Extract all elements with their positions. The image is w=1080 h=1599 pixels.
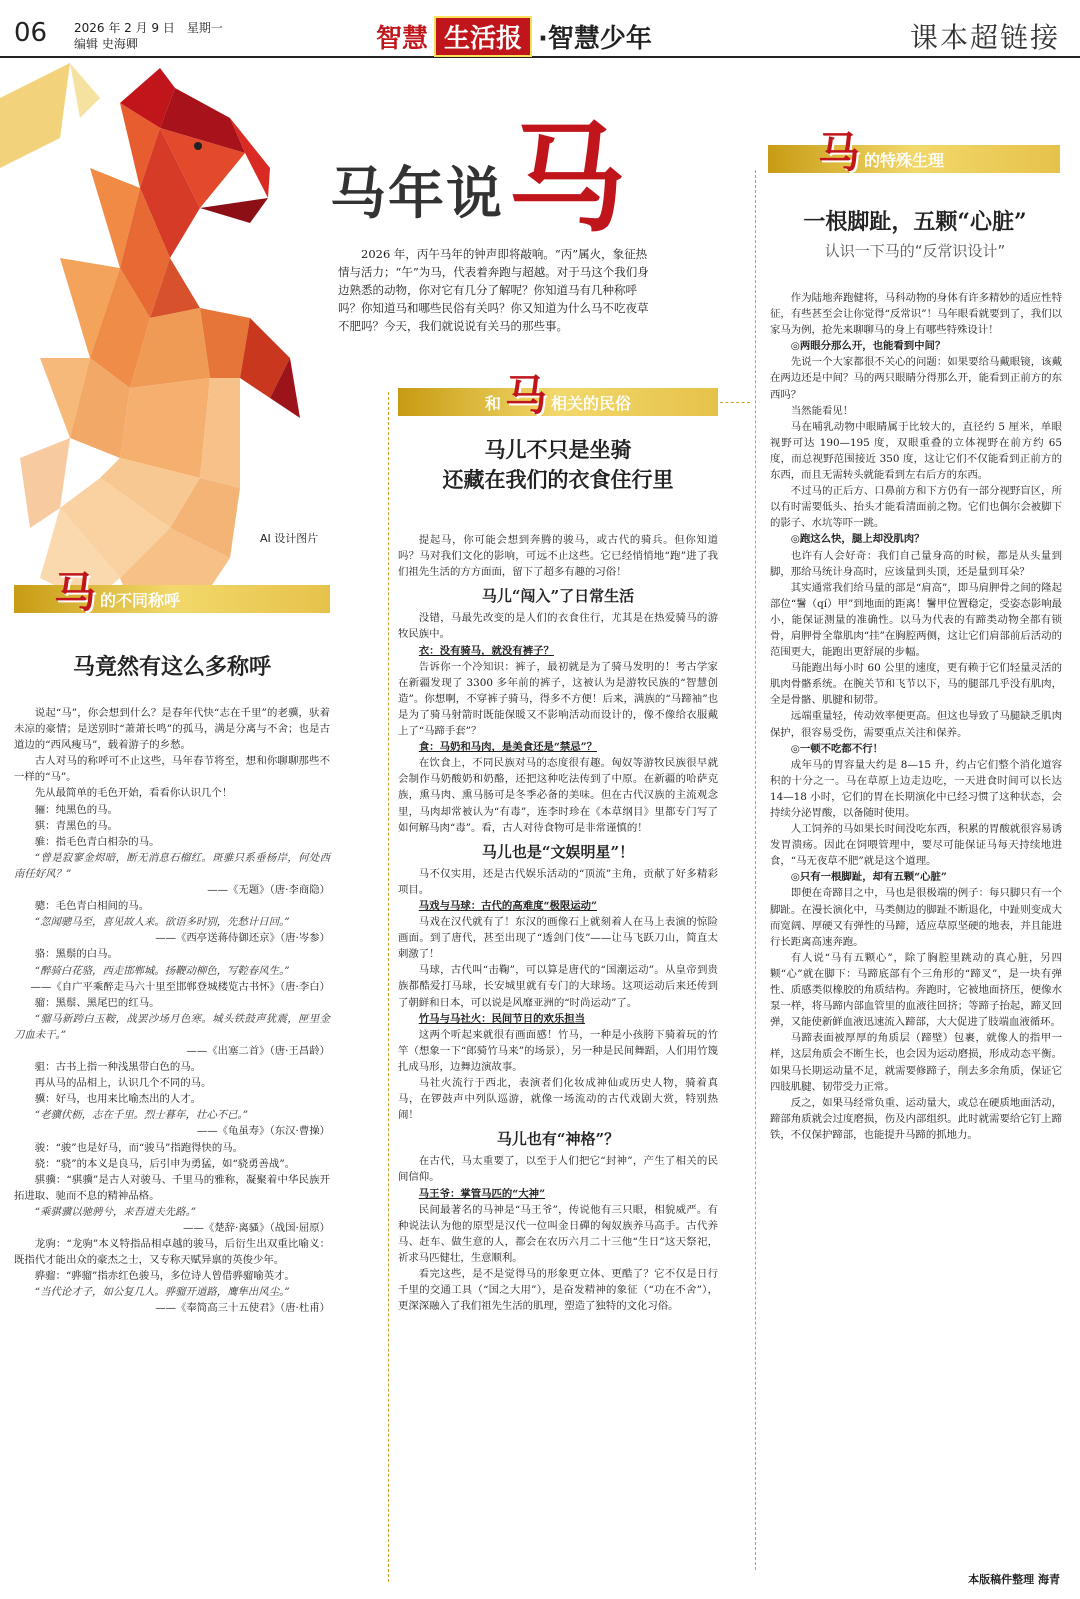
footer-credit: 本版稿件整理 海青 [968,1573,1060,1586]
paragraph: 不过马的正后方、口鼻前方和下方仍有一部分视野盲区，所以有时需要低头、抬头才能看清面前之物。它们也偶尔会被脚下的影子、水坑等吓一跳。 [770,485,1062,530]
paragraph: 马蹄表面被厚厚的角质层（蹄壁）包裹，就像人的指甲一样，这层角质会不断生长，也会因为运动磨损，形成动态平衡。如果马长期运动量不足，就需要修蹄子，削去多余角质，保证它四肢肌腱、韧带受力正常。 [770,1032,1062,1093]
paragraph: 在饮食上，不同民族对马的态度很有趣。匈奴等游牧民族很早就会制作马奶酸奶和奶酪，还把这种吃法传到了中原。在新疆的哈萨克族，熏马肉、熏马肠可是冬季必备的美味。但在古代汉族的主流观念里，马肉却常被认为“有毒”，连李时珍在《本草纲目》里都专门写了如何解马肉“毒”。看，古人对待食物可是非常谨慎的！ [398,757,718,834]
main-title [330,109,627,248]
paragraph: 有人说“马有五颗心”，除了胸腔里跳动的真心脏，另四颗“心”就在脚下：马蹄底部有个三角形的“蹄叉”，是一块有弹性、质感类似橡胶的角质结构。奔跑时，它被地面挤压，便像水泵一样，将马蹄内部血管里的血液往回挤；等蹄子抬起，蹄叉回弹，又能使新鲜血液迅速流入蹄部，大大促进了肢端血液循环。 [770,951,1062,1029]
article-names-body [14,705,330,1317]
poem-quote: “忽闻骢马至，喜见故人来。欲语多时别，先愁计日回。” [34,916,290,929]
horse-mane [0,63,70,168]
horse-eye [194,142,202,150]
question-heading: ◎一顿不吃都不行！ [790,742,883,755]
question-heading: ◎两眼分那么开，也能看到中间？ [790,340,946,353]
page-header [0,0,1080,58]
paragraph: 马社火流行于西北，表演者们化妆成神仙或历史人物，骑着真马，在锣鼓声中列队巡游，就像一场流动的古代戏剧大赏，特别热闹！ [398,1077,718,1122]
banner-label: 的不同称呼 [100,590,181,610]
paragraph: 其实通常我们给马量的部是“肩高”，即马肩胛骨之间的隆起部位“鬐（qí）甲”到地面的距离！鬐甲位置稳定，受姿态影响最小，能保证测量的准确性。以马为代表的有蹄类动物全都有锁骨，肩胛骨全靠肌肉“挂”在胸腔两侧，这让它们肩部前后活动的范围更大，能跑出更舒展的步幅。 [770,581,1062,659]
paragraph: 古人对马的称呼可不止这些，马年春节将至，想和你聊聊那些不一样的“马”。 [14,755,330,784]
horse-mane-highlight [70,63,100,118]
poem-citation: ——《无题》（唐·李商隐） [207,884,330,897]
paragraph: 驵：古书上指一种浅黑带白色的马。 [34,1061,202,1074]
poem-quote: “醉骑白花骆，西走邯郸城。扬鞭动柳色，写鞚春风生。” [34,964,290,977]
poem-quote: “乘骐骥以驰骋兮，来吾道夫先路。” [34,1205,197,1218]
intro-paragraph: 2026 年，丙午马年的钟声即将敲响。“丙”属火，象征热情与活力；“午”为马，代表着奔跑与超越。对于马这个我们身边熟悉的动物，你对它有几分了解呢？你知道马有几种称呼吗？你知道马和哪些民俗有关吗？你又知道为什么马不吃夜草不肥吗？今天，我们就说说有关马的那些事。 [338,247,649,333]
main-title-character: 马 [508,109,627,248]
paragraph: 民间最著名的马神是“马王爷”，传说他有三只眼，相貌威严。有种说法认为他的原型是汉代一位叫金日磾的匈奴族养马高手。古代养马、赶车、做生意的人，都会在农历六月二十三他“生日”这天祭祀，祈求马匹健壮，生意顺利。 [398,1203,718,1264]
poem-citation: ——《西亭送蒋侍御还京》（唐·岑参） [155,932,330,945]
paragraph: 骢：毛色青白相间的马。 [34,900,150,913]
article-title-customs [398,435,718,495]
paragraph: 告诉你一个冷知识：裤子，最初就是为了骑马发明的！考古学家在新疆发现了 3300 多年前的裤子，这被认为是游牧民族的“智慧创造”。你想啊，不穿裤子骑马，得多不方便！后来，满族的“马蹄袖”也是为了骑马射箭时既能保暖又不影响活动而设计的，像不像给衣服戴上了“马蹄手套”？ [398,660,718,738]
newspaper-brand [376,16,652,57]
paragraph: 反之，如果马经常负重、运动量大，或总在硬质地面活动，蹄部角质就会过度磨损，伤及内部组织。此时就需要给它钉上蹄铁，不仅保护蹄部，也能提升马蹄的抓地力。 [770,1096,1062,1141]
banner-character: 马 [504,371,547,420]
paragraph: 先说一个大家都很不关心的问题：如果要给马戴眼镜，该戴在两边还是中间？马的两只眼睛分得那么开，能看到正前方的东西吗？ [770,356,1062,401]
paragraph: 说起“马”，你会想到什么？是春年代快“志在千里”的老骥，驮着未凉的豪情；是送别时“萧萧长鸣”的孤马，满是分离与不舍；也是古道边的“西风瘦马”，载着游子的乡愁。 [14,707,330,752]
column-divider-left [388,392,389,1582]
poem-citation: ——《龟虽寿》（东汉·曹操） [196,1125,330,1138]
paragraph: 马球，古代叫“击鞠”，可以算是唐代的“国潮运动”。从皇帝到贵族都酷爱打马球，长安城里就有专门的大球场。这项运动后来还传到了朝鲜和日本，可以说是风靡亚洲的“时尚运动”了。 [398,964,718,1009]
paragraph: 马戏在汉代就有了！东汉的画像石上就刻着人在马上表演的惊险画面。到了唐代，甚至出现了“透剑门伎”——让马飞跃刀山，简直太刺激了！ [398,916,718,961]
brand-supplement: ·智慧少年 [538,24,652,54]
paragraph: 骁：“骁”的本义是良马，后引申为勇猛，如“骁勇善战”。 [34,1157,296,1170]
banner-label-prefix: 和 [484,393,501,413]
poem-citation: ——《自广平乘醉走马六十里至邯郸登城楼览古书怀》（唐·李白） [30,980,330,993]
paragraph: 骊：纯黑色的马。 [34,803,118,816]
question-heading: ◎跑这么快，腿上却没肌肉？ [790,533,925,546]
section-lead: 马戏与马球：古代的高难度“极限运动” [418,899,597,912]
paragraph: 骝：黑鬃、黑尾巴的红马。 [34,996,160,1009]
poem-quote: “当代论才子，如公复几人。骅骝开道路，鹰隼出风尘。” [34,1286,290,1299]
page-number: 06 [14,18,48,48]
paragraph: 提起马，你可能会想到奔腾的骏马，或古代的骑兵。但你知道吗？马对我们文化的影响，可远不止这些。它已经悄悄地“跑”进了我们祖先生活的方方面面，留下了超多有趣的习俗！ [398,534,718,579]
brand-prefix: 智慧 [376,24,429,54]
paragraph: 骐：青黑色的马。 [34,819,118,832]
poem-citation: ——《出塞二首》（唐·王昌龄） [186,1044,330,1057]
poem-quote: “骝马新跨白玉鞍，战罢沙场月色寒。城头铁鼓声犹震，匣里金刀血未干。” [14,1012,330,1041]
brand-logo: 生活报 [434,16,532,57]
banner-label: 相关的民俗 [551,393,632,413]
banner-physiology [768,128,1060,177]
paragraph: 骥：好马，也用来比喻杰出的人才。 [34,1093,202,1106]
banner-dash [720,402,750,403]
article-customs-body [398,532,718,1314]
paragraph: 骆：黑鬃的白马。 [34,948,118,961]
paragraph: 龙驹：“龙驹”本义特指品相卓越的骏马，后衍生出双重比喻义：既指代才能出众的豪杰之士，又专称天赋异禀的英俊少年。 [14,1238,330,1267]
section-lead: 马王爷：掌管马匹的“大神” [418,1187,546,1200]
paragraph: 骅骝：“骅骝”指赤红色骏马，多位诗人曾借骅骝喻英才。 [34,1270,295,1283]
paragraph: 这两个听起来就很有画面感！竹马，一种是小孩胯下骑着玩的竹竿（想象一下“郎骑竹马来”的场景），另一种是民间舞蹈，人们用竹篾扎成马形，边舞边演故事。 [398,1028,718,1073]
paragraph: 没错，马最先改变的是人们的衣食住行，尤其是在热爱骑马的游牧民族中。 [398,612,718,641]
section-name: 课本超链接 [909,21,1060,54]
article-title-names: 马竟然有这么多称呼 [72,654,271,680]
banner-label: 的特殊生理 [864,150,945,170]
subhead: 马儿“闯入”了日常生活 [481,587,635,606]
article-title-physiology: 一根脚趾，五颗“心脏” [803,209,1027,235]
banner-customs [398,371,718,420]
banner-character: 马 [54,568,97,617]
column-divider-right [755,170,756,1570]
paragraph: 即便在奇蹄目之中，马也是很极端的例子：每只脚只有一个脚趾。在漫长演化中，马类侧边的脚趾不断退化，中趾则变成大而宽阔、厚硬又有弹性的马蹄，适应草原坚硬的地表，并且能进行长距离高速奔跑。 [770,887,1062,948]
banner-character: 马 [818,128,861,177]
paragraph: 马在哺乳动物中眼睛属于比较大的，直径约 5 厘米，单眼视野可达 190—195 度，双眼重叠的立体视野在前方约 65 度，而总视野范围接近 350 度，这让它们不仅能看到正前方的东西，而且无需转头就能看到左右后方的东西。 [770,420,1062,482]
article-title-line2: 还藏在我们的衣食住行里 [442,467,674,492]
editor-credit: 编辑 史海卿 [74,37,138,51]
section-lead: 食：马奶和马肉，是美食还是“禁忌”？ [418,741,597,754]
main-title-text: 马年说 [330,161,504,227]
paragraph: 在古代，马太重要了，以至于人们把它“封神”，产生了相关的民间信仰。 [398,1155,718,1184]
subhead: 马儿也有“神格”？ [496,1130,620,1149]
paragraph: 骓：指毛色青白相杂的马。 [34,835,160,848]
poem-quote: “老骥伏枥，志在千里。烈士暮年，壮心不已。” [34,1109,249,1122]
banner-names [14,568,330,617]
paragraph: 骐骥：“骐骥”是古人对骏马、千里马的雅称，凝聚着中华民族开拓进取、驰而不息的精神品格。 [14,1173,330,1202]
paragraph: 马不仅实用，还是古代娱乐活动的“顶流”主角，贡献了好多精彩项目。 [398,867,718,896]
paragraph: 成年马的胃容量大约是 8—15 升，约占它们整个消化道容积的十分之一。马在草原上边走边吃，一天进食时间可以长达 14—18 小时，它们的胃在长期演化中已经习惯了这种状态，会持续分泌胃酸，以备随时使用。 [770,758,1062,819]
paragraph: 人工饲养的马如果长时间没吃东西，积累的胃酸就很容易诱发胃溃疡。因此在饲喂管理中，要尽可能保证马每天持续地进食，“马无夜草不肥”就是这个道理。 [770,823,1062,868]
paragraph: 远端重量轻，传动效率便更高。但这也导致了马腿缺乏肌肉保护，很容易受伤，需要重点关注和保养。 [770,710,1062,739]
paragraph: 当然能看见！ [790,404,854,417]
horse-body [20,68,300,603]
poem-quote: “曾是寂寥金烬暗，断无消息石榴红。斑骓只系垂杨岸，何处西南任好风？” [14,851,330,880]
horse-illustration [0,58,300,603]
paragraph: 看完这些，是不是觉得马的形象更立体、更酷了？它不仅是日行千里的交通工具（“国之大用”），是奋发精神的象征（“功在不舍”），更深深融入了我们祖先生活的肌理，塑造了独特的文化习俗。 [398,1268,718,1313]
section-lead: 竹马与马社火：民间节日的欢乐担当 [418,1012,586,1025]
poem-citation: ——《楚辞·离骚》（战国·屈原） [183,1222,330,1234]
section-lead: 衣：没有骑马，就没有裤子？ [418,644,554,657]
article-title-line1: 马儿不只是坐骑 [484,437,632,462]
article-deck-physiology: 认识一下马的“反常识设计” [824,242,1006,260]
subhead: 马儿也是“文娱明星”！ [481,842,635,861]
paragraph: 也许有人会好奇：我们自己量身高的时候，都是从头量到脚，那给马统计身高时，应该量到头顶，还是量到耳朵？ [770,549,1062,578]
question-heading: ◎只有一根脚趾，却有五颗“心脏” [790,871,947,884]
image-credit: AI 设计图片 [260,532,319,545]
article-physiology-body [770,290,1062,1143]
issue-date: 2026 年 2 月 9 日 星期一 [74,21,223,35]
paragraph: 骏：“骏”也是好马，而“骏马”指跑得快的马。 [34,1141,244,1154]
paragraph: 马能跑出每小时 60 公里的速度，更有赖于它们轻量灵活的肌肉骨骼系统。在腕关节和飞节以下，马的腿部几乎没有肌肉，全是骨骼、肌腱和韧带。 [770,662,1062,707]
issue-meta [74,20,223,52]
poem-citation: ——《奉简高三十五使君》（唐·杜甫） [155,1302,330,1315]
paragraph: 再从马的品相上，认识几个不同的马。 [34,1077,212,1090]
paragraph: 作为陆地奔跑健将，马科动物的身体有许多精妙的适应性特征，有些甚至会让你觉得“反常识”！马年眼看就要到了，我们以家马为例，抢先来聊聊马的身上有哪些特殊设计！ [770,292,1062,337]
paragraph: 先从最简单的毛色开始，看看你认识几个！ [34,787,233,800]
